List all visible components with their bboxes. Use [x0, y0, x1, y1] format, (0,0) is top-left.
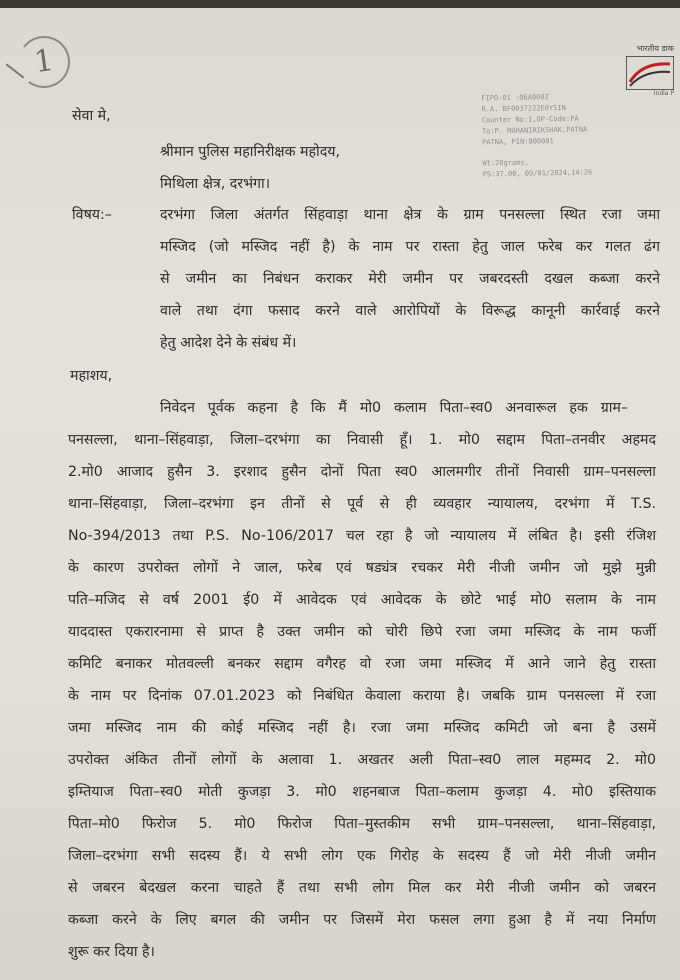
- subject-line: मस्जिद (जो मस्जिद नहीं है) के नाम पर रास्ता हेतु जाल फरेब कर गलत ढंग: [160, 239, 660, 255]
- subject-line: वाले तथा दंगा फसाद करने वाले आरोपियों के विरूद्ध कानूनी कार्रवाई करने: [160, 303, 660, 319]
- stamp-line: Counter No:1,OP-Code:PA: [481, 114, 579, 125]
- recipient-line: मिथिला क्षेत्र, दरभंगा।: [160, 176, 271, 192]
- stamp-line: PATNA, PIN:800001: [482, 137, 554, 147]
- body-line: के नाम पर दिनांक 07.01.2023 को निबंधित केवाला कराया है। जबकि ग्राम पनसल्ला में रजा: [68, 688, 656, 704]
- stamp-line: Wt:20grams,: [482, 158, 529, 168]
- body-line: जमा मस्जिद नाम की कोई मस्जिद नहीं है। रजा जमा मस्जिद कमिटी जो बना है उसमें: [68, 720, 656, 736]
- body-line: इम्तियाज पिता–स्व0 मोती कुजड़ा 3. मो0 शहनबाज पिता–कलाम कुजड़ा 4. मो0 इस्तियाक: [68, 784, 656, 800]
- body-line: कब्जा करने के लिए बगल की जमीन पर जिसमें मेरा फसल लगा हुआ है में नया निर्माण: [68, 912, 656, 928]
- india-post-emblem-icon: [626, 56, 674, 90]
- body-line: से जबरन बेदखल करना चाहते हैं तथा सभी लोग मिल कर मेरी नीजी जमीन को जबरन: [68, 880, 656, 896]
- logo-subtext: India P: [653, 90, 674, 97]
- recipient-line: श्रीमान पुलिस महानिरीक्षक महोदय,: [160, 144, 340, 160]
- stamp-line: R.A. BF0037222E0YSIN: [481, 103, 566, 114]
- speed-post-stamp: [481, 91, 642, 181]
- body-line: पति–मजिद से वर्ष 2001 ई0 में आवेदक एवं आवेदक के छोटे भाई मो0 सलाम के नाम: [68, 592, 656, 608]
- subject-line: दरभंगा जिला अंतर्गत सिंहवाड़ा थाना क्षेत्र के ग्राम पनसल्ला स्थित रजा जमा: [160, 207, 660, 223]
- handwritten-page-number: 1: [15, 33, 74, 92]
- body-line: याददास्त एकरारनामा से प्राप्त है उक्त जमीन को चोरी छिपे रजा जमा मस्जिद के नाम फर्जी: [68, 624, 656, 640]
- body-line: जिला–दरभंगा सभी सदस्य हैं। ये सभी लोग एक गिरोह के सदस्य हैं जो मेरी नीजी जमीन: [68, 848, 656, 864]
- body-line: पिता–मो0 फिरोज 5. मो0 फिरोज पिता–मुस्तकीम सभी ग्राम–पनसल्ला, थाना–सिंहवाड़ा,: [68, 816, 656, 832]
- body-line: कमिटि बनाकर मोतवल्ली बनकर सद्दाम वगैरह वो रजा जमा मस्जिद में आने जाने हेतु रास्ता: [68, 656, 656, 672]
- stamp-line: FIPO-01 :06A0002: [481, 93, 549, 103]
- subject-label: विषय:–: [72, 207, 112, 223]
- body-line: शुरू कर दिया है।: [68, 944, 155, 960]
- body-line: निवेदन पूर्वक कहना है कि मैं मो0 कलाम पिता–स्व0 अनवारूल हक ग्राम–: [160, 400, 628, 416]
- body-line: के कारण उपरोक्त लोगों ने जाल, फरेब एवं षड्यंत्र रचकर मेरी नीजी जमीन जो मुझे मुन्नी: [68, 560, 656, 576]
- body-line: थाना–सिंहवाड़ा, जिला–दरभंगा इन तीनों से पूर्व से ही व्यवहार न्यायालय, दरभंगा में T.S.: [68, 496, 656, 512]
- subject-line: से जमीन का निबंधन कराकर मेरी जमीन पर जबरदस्ती दखल कब्जा करने: [160, 271, 660, 287]
- body-line: पनसल्ला, थाना–सिंहवाड़ा, जिला–दरभंगा का निवासी हूँ। 1. मो0 सद्दाम पिता–तनवीर अहमद: [68, 432, 656, 448]
- logo-text: भारतीय डाक: [636, 44, 674, 53]
- stamp-line: To:P. MAHANIRIKSHAK,PATNA: [481, 125, 588, 136]
- body-line: 2.मो0 आजाद हुसैन 3. इरशाद हुसैन दोनों पिता स्व0 आलमगीर तीनों निवासी ग्राम–पनसल्ला: [68, 464, 656, 480]
- body-line: उपरोक्त अंकित तीनों लोगों के अलावा 1. अखतर अली पिता–स्व0 लाल महम्मद 2. मो0: [68, 752, 656, 768]
- salutation: महाशय,: [70, 368, 113, 384]
- stamp-line: PS:37.00, 09/01/2024,14:26: [482, 168, 593, 179]
- addressee-line: सेवा मे,: [72, 108, 111, 124]
- letter-page: [0, 8, 680, 980]
- subject-line: हेतु आदेश देने के संबंध में।: [160, 335, 297, 351]
- body-line: No-394/2013 तथा P.S. No-106/2017 चल रहा है जो न्यायालय में लंबित है। इसी रंजिश: [68, 528, 656, 544]
